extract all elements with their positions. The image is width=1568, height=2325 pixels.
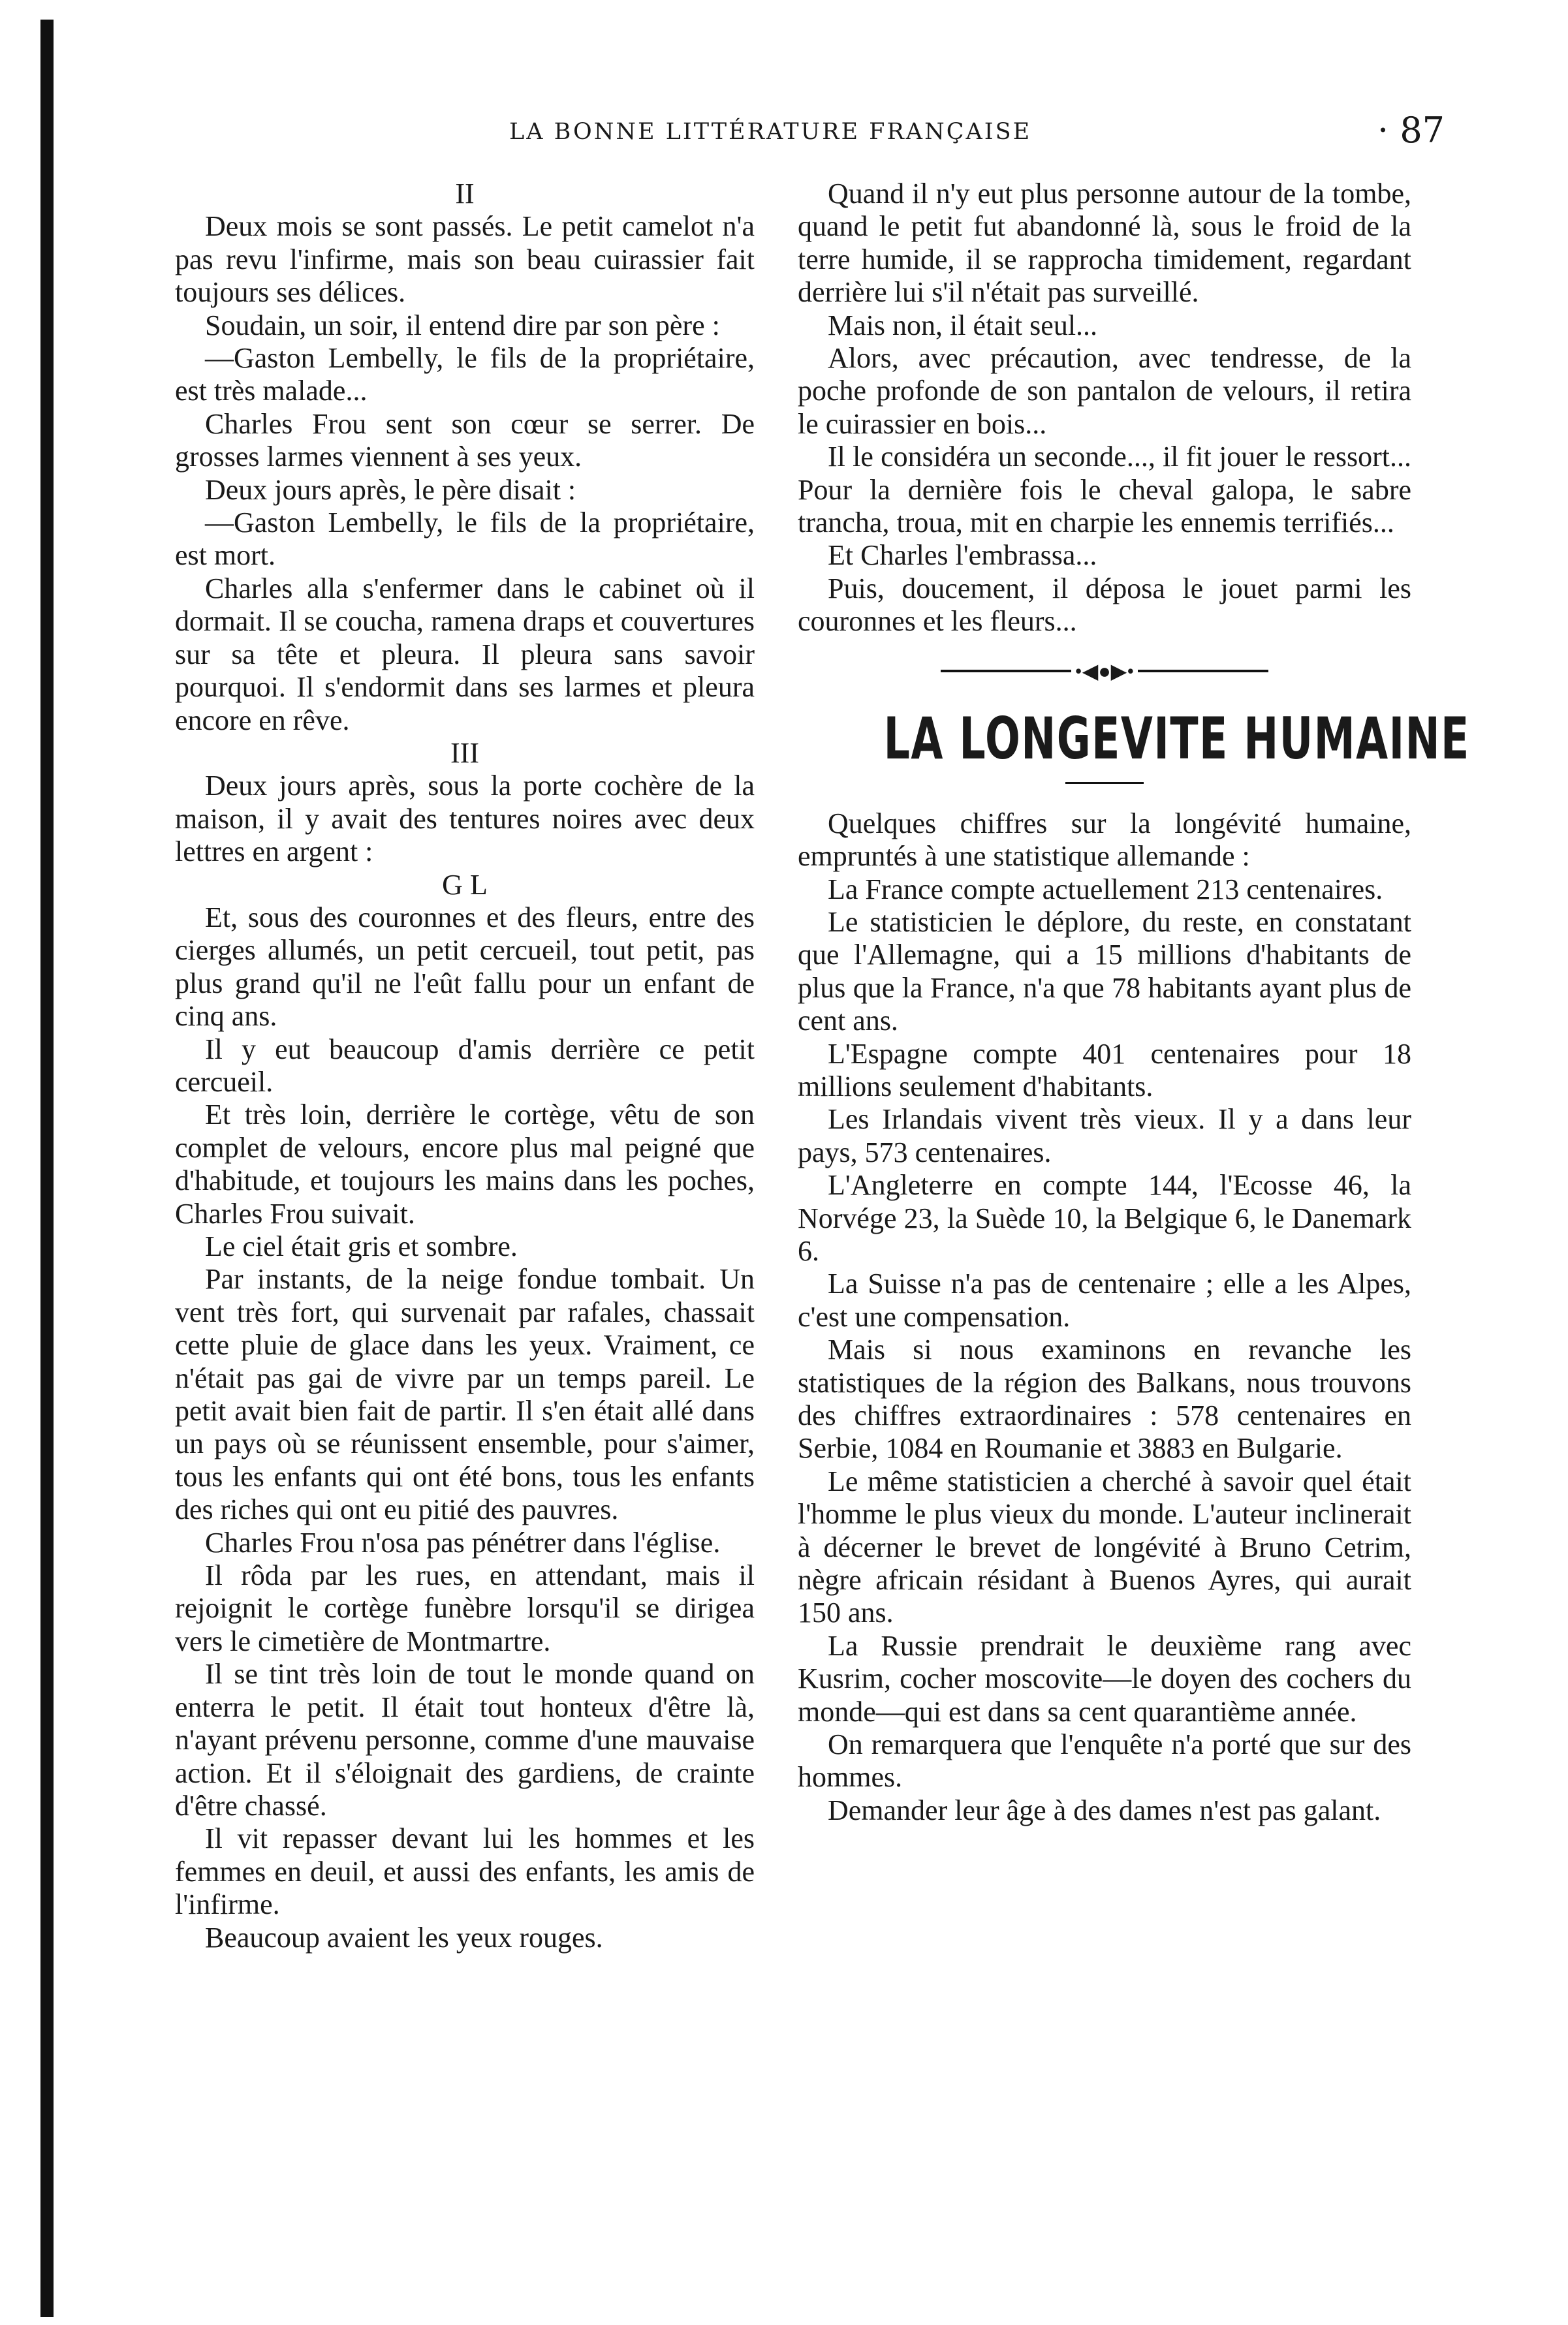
rule-line-left bbox=[941, 670, 1071, 672]
paragraph: La France compte actuellement 213 centenaires. bbox=[828, 873, 1383, 905]
ornament-icon: •◀●▶• bbox=[1074, 659, 1135, 683]
paragraph: Il rôda par les rues, en attendant, mais il rejoignit le cortège funèbre lorsqu'il se dirigea vers le cimetière de Montmartre. bbox=[175, 1559, 755, 1657]
paragraph: Soudain, un soir, il entend dire par son père : bbox=[205, 309, 720, 341]
binding-edge bbox=[40, 20, 54, 2317]
initials: G L bbox=[442, 868, 488, 901]
paragraph: Les Irlandais vivent très vieux. Il y a dans leur pays, 573 centenaires. bbox=[798, 1103, 1411, 1168]
paragraph: Et très loin, derrière le cortège, vêtu de son complet de velours, encore plus mal peigné que d'habitude, et toujours les mains dans les poches, Charles Frou suivait. bbox=[175, 1099, 755, 1230]
paragraph: Il se tint très loin de tout le monde quand on enterra le petit. Il était tout honteux d'être là, n'ayant prévenu personne, comme d'une mauvaise action. Et il s'éloignait des gardiens, de crainte d'être chassé. bbox=[175, 1658, 755, 1822]
paragraph: Quelques chiffres sur la longévité humaine, empruntés à une statistique allemande : bbox=[798, 807, 1411, 873]
paragraph: Charles alla s'enfermer dans le cabinet où il dormait. Il se coucha, ramena draps et couvertures sur sa tête et pleura. Il pleura sans savoir pourquoi. Il s'endormit dans ses larmes et pleura encore en rêve. bbox=[175, 572, 755, 736]
paragraph: Puis, doucement, il déposa le jouet parmi les couronnes et les fleurs... bbox=[798, 572, 1411, 638]
section-heading-ii: II bbox=[455, 178, 475, 210]
paragraph: Deux jours après, le père disait : bbox=[205, 473, 576, 506]
page-number: · 87 bbox=[1377, 110, 1445, 151]
paragraph: Mais non, il était seul... bbox=[828, 309, 1098, 341]
paragraph: Mais si nous examinons en revanche les statistiques de la région des Balkans, nous trouvons des chiffres extraordinaires : 578 centenaires en Serbie, 1084 en Roumanie et 3883 en Bulgarie. bbox=[798, 1334, 1411, 1465]
paragraph: La Suisse n'a pas de centenaire ; elle a les Alpes, c'est une compensation. bbox=[798, 1268, 1411, 1333]
paragraph: Beaucoup avaient les yeux rouges. bbox=[205, 1921, 603, 1954]
paragraph: Deux mois se sont passés. Le petit camelot n'a pas revu l'infirme, mais son beau cuirassier fait toujours ses délices. bbox=[175, 210, 755, 309]
paragraph: Et, sous des couronnes et des fleurs, entre des cierges allumés, un petit cercueil, tout petit, pas plus grand qu'il ne l'eût fallu pour un enfant de cinq ans. bbox=[175, 901, 755, 1033]
paragraph: Le même statisticien a cherché à savoir quel était l'homme le plus vieux du monde. L'auteur inclinerait à décerner le brevet de longévité à Bruno Cetrim, nègre africain résidant à Buenos Ayres, qui aurait 150 ans. bbox=[798, 1465, 1411, 1629]
ornamental-rule bbox=[798, 645, 1411, 697]
paragraph: Charles Frou sent son cœur se serrer. De grosses larmes viennent à ses yeux. bbox=[175, 407, 755, 473]
paragraph: Deux jours après, sous la porte cochère de la maison, il y avait des tentures noires avec deux lettres en argent : bbox=[175, 770, 755, 868]
paragraph: Par instants, de la neige fondue tombait. Un vent très fort, qui survenait par rafales, chassait cette pluie de glace dans les yeux. Vraiment, ce n'était pas gai de vivre par un temps pareil. Le petit avait bien fait de partir. Il s'en était allé dans un pays où se réunissent ensemble, pour s'aimer, tous les enfants qui ont été bons, tous les enfants des riches qui ont eu pitié des pauvres. bbox=[175, 1263, 755, 1526]
article-title: LA LONGEVITE HUMAINE bbox=[883, 704, 1470, 772]
paragraph: Charles Frou n'osa pas pénétrer dans l'église. bbox=[205, 1526, 721, 1559]
paragraph: La Russie prendrait le deuxième rang avec Kusrim, cocher moscovite—le doyen des cochers du monde—qui est dans sa cent quarantième année. bbox=[798, 1629, 1411, 1728]
paragraph: On remarquera que l'enquête n'a porté que sur des hommes. bbox=[798, 1728, 1411, 1794]
paragraph: Le statisticien le déplore, du reste, en constatant que l'Allemagne, qui a 15 millions d'habitants de plus que la France, n'a que 78 habitants ayant plus de cent ans. bbox=[798, 905, 1411, 1037]
paragraph: —Gaston Lembelly, le fils de la propriétaire, est mort. bbox=[175, 507, 755, 572]
paragraph: Quand il n'y eut plus personne autour de la tombe, quand le petit fut abandonné là, sous le froid de la terre humide, il se rapprocha timidement, regardant derrière lui s'il n'était pas surveillé. bbox=[798, 178, 1411, 309]
right-column bbox=[798, 178, 1470, 1827]
section-heading-iii: III bbox=[450, 736, 479, 769]
paragraph: L'Angleterre en compte 144, l'Ecosse 46, la Norvége 23, la Suède 10, la Belgique 6, le Danemark 6. bbox=[798, 1169, 1411, 1267]
paragraph: —Gaston Lembelly, le fils de la propriétaire, est très malade... bbox=[175, 342, 755, 407]
paragraph: Le ciel était gris et sombre. bbox=[205, 1230, 518, 1262]
paragraph: Demander leur âge à des dames n'est pas galant. bbox=[828, 1794, 1381, 1826]
rule-line-right bbox=[1138, 670, 1268, 672]
running-header: LA BONNE LITTÉRATURE FRANÇAISE bbox=[509, 119, 1032, 145]
title-underline bbox=[1065, 782, 1144, 784]
paragraph: Il le considéra un seconde..., il fit jouer le ressort... Pour la dernière fois le cheval galopa, le sabre trancha, troua, mit en charpie les ennemis terrifiés... bbox=[798, 441, 1411, 539]
paragraph: L'Espagne compte 401 centenaires pour 18 millions seulement d'habitants. bbox=[798, 1037, 1411, 1102]
paragraph: Et Charles l'embrassa... bbox=[828, 539, 1097, 572]
paragraph: Il y eut beaucoup d'amis derrière ce petit cercueil. bbox=[175, 1033, 755, 1098]
paragraph: Alors, avec précaution, avec tendresse, de la poche profonde de son pantalon de velours, il retira le cuirassier en bois... bbox=[798, 342, 1411, 440]
left-column bbox=[175, 178, 755, 1954]
paragraph: Il vit repasser devant lui les hommes et les femmes en deuil, et aussi des enfants, les amis de l'infirme. bbox=[175, 1822, 755, 1921]
